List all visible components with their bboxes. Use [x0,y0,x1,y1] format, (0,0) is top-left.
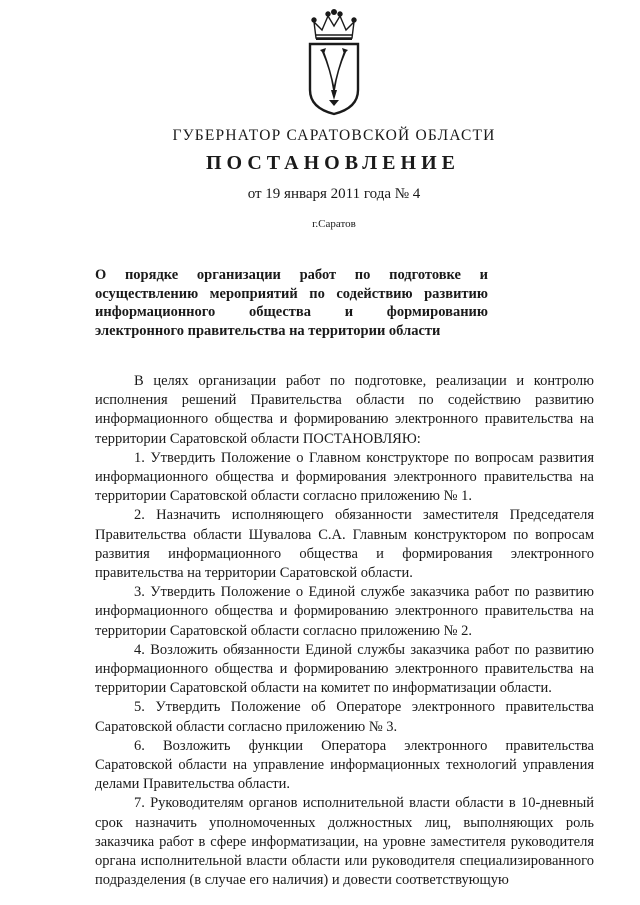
body-item-3: 3. Утвердить Положение о Единой службе заказчика работ по развитию информационного общества и формированию электронного правительства на территории Саратовской области согласно приложению № 2. [95,584,594,639]
document-body [95,372,594,905]
document-date-number: от 19 января 2011 года № 4 [247,186,421,202]
body-item-4: 4. Возложить обязанности Единой службы заказчика работ по развитию информационного общества и формированию электронного правительства на территории Саратовской области на комитет по информатизации области. [95,641,594,697]
document-subject-title: О порядке организации работ по подготовке и осуществлению мероприятий по содействию развитию информационного общества и формированию электронного правительства на территории области [95,267,488,339]
body-item-5: 5. Утвердить Положение об Операторе электронного правительства Саратовской области согласно приложению № 3. [95,699,594,735]
body-item-7: 7. Руководителям органов исполнительной власти области в 10-дневный срок назначить уполномоченных должностных лиц, выполняющих роль заказчика работ в сфере информатизации, на уровне заместителя руководителя органа исполнительной власти области или руководителя специализированного подразделения (в случае его наличия) и довести соответствующую [95,795,594,889]
body-item-6: 6. Возложить функции Оператора электронного правительства Саратовской области на управление информационных технологий управления делами Правительства области. [95,737,594,793]
coat-of-arms-icon [300,8,368,118]
document-city: г.Саратов [312,218,356,230]
issuer-title: ГУБЕРНАТОР САРАТОВСКОЙ ОБЛАСТИ [172,127,496,144]
preamble-paragraph: В целях организации работ по подготовке, реализации и контролю исполнения решений Правительства области по содействию развитию информационного общества и формированию электронного правительства на территории Саратовской области ПОСТАНОВЛЯЮ: [95,373,594,447]
body-item-2: 2. Назначить исполняющего обязанности заместителя Председателя Правительства области Шувалова С.А. Главным конструктором по вопросам развития информационного общества и формирования электронного правительства на территории Саратовской области. [95,507,594,582]
body-item-1: 1. Утвердить Положение о Главном конструкторе по вопросам развития информационного общества и формирования электронного правительства на территории Саратовской области согласно приложению № 1. [95,449,594,505]
document-type: ПОСТАНОВЛЕНИЕ [206,152,460,174]
